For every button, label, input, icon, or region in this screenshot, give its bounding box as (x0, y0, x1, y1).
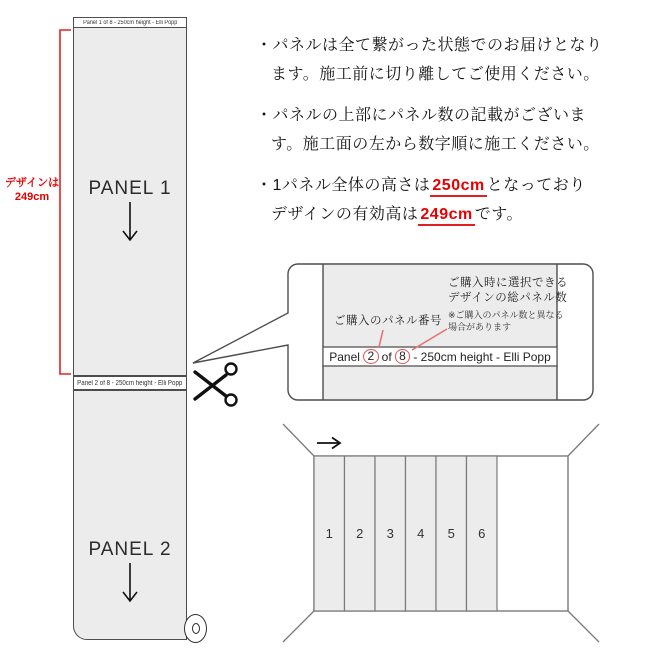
right-arrow-icon (317, 438, 340, 449)
bullet-3-line2-post: です。 (474, 206, 523, 223)
wall-corner-bottom-left (283, 611, 314, 642)
callout-panel-label-strip (323, 348, 557, 365)
bullet-2-line1: ・パネルの上部にパネル数の記載がございま (256, 107, 587, 124)
bullet-1-line2: ます。施工前に切り離してご使用ください。 (271, 66, 600, 83)
panel1-label: PANEL 1 (88, 178, 172, 199)
instructions-text (256, 31, 660, 241)
wall-panel-number: 5 (447, 526, 455, 541)
bullet-3-line2-pre: デザインの有効高は (271, 206, 419, 223)
design-effective-height-value: 249cm (418, 206, 474, 226)
wallpaper-roll-core-icon (192, 623, 200, 634)
bullet-3 (256, 171, 660, 229)
callout-total-label-line2: デザインの総パネル数 (448, 292, 568, 304)
bullet-2-line2: す。施工面の左から数字順に施工ください。 (271, 136, 600, 153)
panel2 (73, 390, 187, 640)
design-height-note-line1: デザインは (4, 177, 60, 189)
wall-panel-number: 4 (417, 526, 425, 541)
wall-panel-number: 1 (325, 526, 333, 541)
strip-panel-total-circled: 8 (395, 349, 411, 364)
callout-total-label-line1: ご購入時に選択できる (448, 277, 568, 289)
strip-suffix: - 250cm height - Elli Popp (413, 349, 551, 364)
design-height-note-line2: 249cm (14, 191, 50, 203)
bullet-1 (256, 31, 660, 89)
strip-panel-number-circled: 2 (363, 349, 379, 364)
callout-total-panels-label (448, 276, 568, 333)
callout-note-line2: 場合があります (448, 322, 512, 332)
bullet-3-line1-pre: ・1パネル全体の高さは (256, 177, 431, 194)
panel2-header-strip (73, 376, 187, 390)
strip-prefix: Panel (329, 349, 360, 364)
down-arrow-icon (119, 200, 141, 246)
wall-corner-bottom-right (568, 611, 599, 642)
wall-corner-top-left (283, 424, 314, 456)
design-height-note (2, 176, 62, 204)
wall-panel-number: 2 (356, 526, 364, 541)
wall-panel-number: 3 (386, 526, 394, 541)
panel1-header-text: Panel 1 of 8 - 250cm height - Elli Popp (82, 19, 178, 26)
down-arrow-icon (119, 561, 141, 607)
bullet-2 (256, 101, 660, 159)
bullet-3-line1 (256, 177, 586, 197)
bullet-3-line1-post: となっており (486, 177, 586, 194)
strip-of: of (381, 349, 392, 364)
callout-panel-number-label: ご購入のパネル番号 (334, 315, 442, 327)
callout-note-line1: ※ご購入のパネル数と異なる (448, 310, 564, 320)
bullet-3-line2 (256, 200, 660, 229)
bullet-1-line1: ・パネルは全て繋がった状態でのお届けとなり (256, 37, 603, 54)
wall-panel-number: 6 (478, 526, 486, 541)
wall-diagram (283, 424, 599, 642)
panel2-label: PANEL 2 (88, 539, 172, 560)
wall-corner-top-right (568, 424, 599, 456)
panel2-header-text: Panel 2 of 8 - 250cm height - Elli Popp (77, 379, 183, 387)
scissors-icon (195, 364, 237, 406)
panel1 (73, 27, 187, 376)
panel-total-height-value: 250cm (430, 177, 486, 197)
